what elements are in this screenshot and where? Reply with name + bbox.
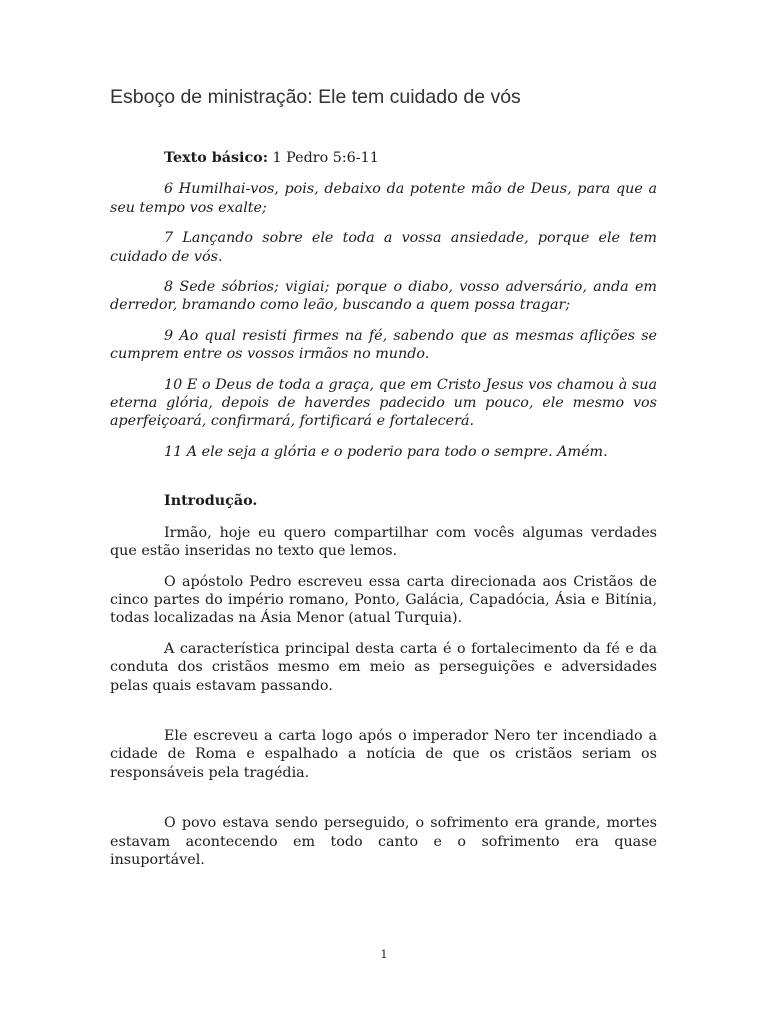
introduction-heading-text: Introdução. [164,493,258,510]
basic-text-label: Texto básico: [164,150,268,166]
basic-text-reference: 1 Pedro 5:6-11 [268,150,379,166]
verse-9: 9 Ao qual resisti firmes na fé, sabendo que as mesmas aflições se cumprem entre os vossos irmãos no mundo. [110,327,657,363]
page-number: 1 [380,948,388,961]
verse-11: 11 A ele seja a glória e o poderio para todo o sempre. Amém. [164,443,608,460]
verse-7: 7 Lançando sobre ele toda a vossa ansiedade, porque ele tem cuidado de vós. [110,230,657,265]
verse-6: 6 Humilhai-vos, pois, debaixo da potente mão de Deus, para que a seu tempo vos exalte; [110,181,657,216]
verse-8: 8 Sede sóbrios; vigiai; porque o diabo, vosso adversário, anda em derredor, bramando como leão, buscando a quem possa tragar; [110,279,657,314]
paragraph: Ele escreveu a carta logo após o imperador Nero ter incendiado a cidade de Roma e espalhado a notícia de que os cristãos seriam os responsáveis pela tragédia. [110,727,657,781]
document-title: Esboço de ministração: Ele tem cuidado de vós [110,86,521,108]
paragraph: O povo estava sendo perseguido, o sofrimento era grande, mortes estavam acontecendo em todo canto e o sofrimento era quase insuportável. [110,815,657,868]
paragraph: O apóstolo Pedro escreveu essa carta direcionada aos Cristãos de cinco partes do império romano, Ponto, Galácia, Capadócia, Ásia e Bitínia, todas localizadas na Ásia Menor (atual Turquia). [110,573,657,627]
paragraph: Irmão, hoje eu quero compartilhar com vocês algumas verdades que estão inseridas no texto que lemos. [110,524,657,560]
document-body [110,149,657,881]
basic-text-line [110,149,657,167]
introduction-heading [110,492,657,510]
verse-10: 10 E o Deus de toda a graça, que em Cristo Jesus vos chamou à sua eterna glória, depois de haverdes padecido um pouco, ele mesmo vos aperfeiçoará, confirmará, fortificará e fortalecerá. [110,376,657,430]
paragraph: A característica principal desta carta é o fortalecimento da fé e da conduta dos cristãos mesmo em meio as perseguições e adversidades pelas quais estavam passando. [110,640,657,694]
